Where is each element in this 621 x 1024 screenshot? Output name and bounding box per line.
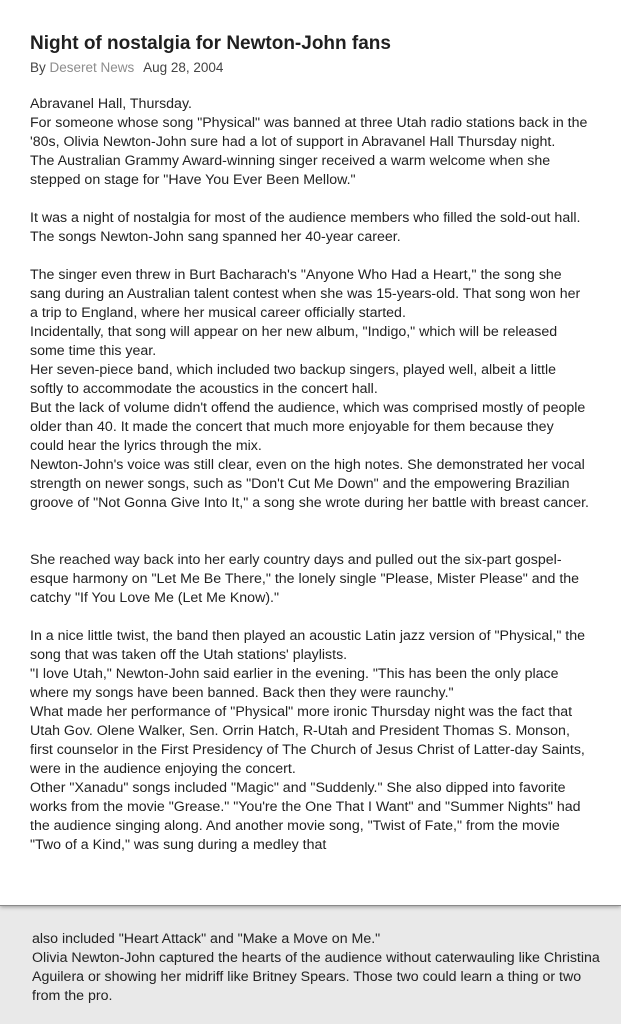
paragraph: It was a night of nostalgia for most of the audience members who filled the sold-out hall. The songs Newton-John sang spanned her 40-year career. (30, 210, 581, 245)
paragraph: The Australian Grammy Award-winning singer received a warm welcome when she stepped on stage for "Have You Ever Been Mellow." (30, 153, 551, 188)
paragraph: Incidentally, that song will appear on her new album, "Indigo," which will be released some time this year. (30, 324, 558, 359)
byline (30, 59, 591, 77)
paragraph: also included "Heart Attack" and "Make a Move on Me." (32, 931, 381, 947)
byline-prefix: By (30, 60, 46, 75)
paragraph: For someone whose song "Physical" was banned at three Utah radio stations back in the '80s, Olivia Newton-John sure had a lot of support in Abravanel Hall Thursday night. (30, 115, 588, 150)
paragraph: Other "Xanadu" songs included "Magic" and "Suddenly." She also dipped into favorite works from the movie "Grease." "You're the One That I Want" and "Summer Nights" had the audience singing along. And another movie song, "Twist of Fate," from the movie "Two of a Kind," was sung during a medley that (30, 780, 581, 853)
paragraph: The singer even threw in Burt Bacharach's "Anyone Who Had a Heart," the song she sang during an Australian talent contest when she was 15-years-old. That song won her a trip to England, where her musical career officially started. (30, 267, 581, 321)
article-body (30, 95, 591, 855)
paragraph: What made her performance of "Physical" more ironic Thursday night was the fact that Utah Gov. Olene Walker, Sen. Orrin Hatch, R-Utah and President Thomas S. Monson, first counselor in the First Presidency of The Church of Jesus Christ of Latter-day Saints, were in the audience enjoying the concert. (30, 704, 585, 777)
paragraph: Newton-John's voice was still clear, even on the high notes. She demonstrated her vocal strength on newer songs, such as "Don't Cut Me Down" and the empowering Brazilian groove of "Not Gonna Give Into It," a song she wrote during her battle with breast cancer. (30, 457, 589, 511)
paragraph: Her seven-piece band, which included two backup singers, played well, albeit a little softly to accommodate the acoustics in the concert hall. (30, 362, 557, 397)
paragraph: Olivia Newton-John captured the hearts of the audience without caterwauling like Christina Aguilera or showing her midriff like Britney Spears. Those two could learn a thing or two from the pro. (32, 950, 600, 1004)
paragraph: In a nice little twist, the band then played an acoustic Latin jazz version of "Physical," the song that was taken off the Utah stations' playlists. (30, 628, 586, 663)
paragraph: "I love Utah," Newton-John said earlier in the evening. "This has been the only place where my songs have been banned. Back then they were raunchy." (30, 666, 559, 701)
article-title: Night of nostalgia for Newton-John fans (30, 33, 391, 54)
article-continuation (32, 930, 602, 1006)
publish-date: Aug 28, 2004 (143, 60, 224, 75)
paragraph: But the lack of volume didn't offend the audience, which was comprised mostly of people older than 40. It made the concert that much more enjoyable for them because they could hear the lyrics through the mix. (30, 400, 586, 454)
source-link[interactable]: Deseret News (49, 60, 135, 75)
paragraph: She reached way back into her early country days and pulled out the six-part gospel-esque harmony on "Let Me Be There," the lonely single "Please, Mister Please" and the catchy "If You Love Me (Let Me Know)." (30, 552, 580, 606)
paragraph: Abravanel Hall, Thursday. (30, 96, 192, 112)
